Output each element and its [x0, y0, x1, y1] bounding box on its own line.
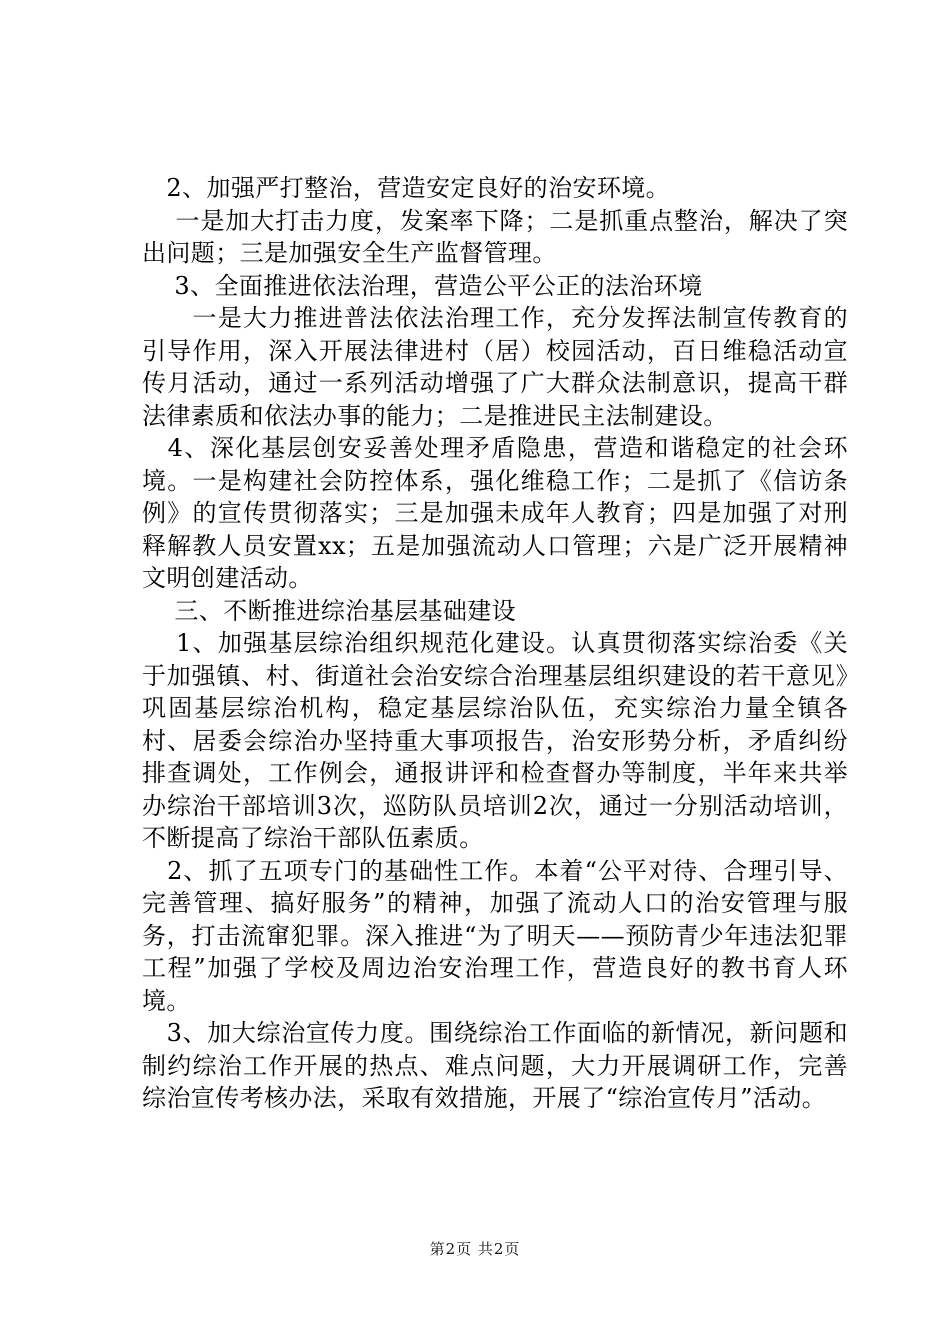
paragraph-8: 2、抓了五项专门的基础性工作。本着“公平对待、合理引导、完善管理、搞好服务”的精神，加强了流动人口的治安管理与服务，打击流窜犯罪。深入推进“为了明天——预防青少年违法犯罪工程”加强了学校及周边治安治理工作，营造良好的教书育人环境。	[142, 856, 848, 1015]
paragraph-6: 三、不断推进综治基层基础建设	[142, 596, 517, 625]
document-body	[142, 172, 848, 1115]
page-footer: 第2页 共2页	[429, 1240, 521, 1258]
paragraph-7: 1、加强基层综治组织规范化建设。认真贯彻落实综治委《关于加强镇、村、街道社会治安综合治理基层组织建设的若干意见》巩固基层综治机构，稳定基层综治队伍，充实综治力量全镇各村、居委会综治办坚持重大事项报告，治安形势分析，矛盾纠纷排查调处，工作例会，通报讲评和检查督办等制度，半年来共举办综治干部培训3次，巡防队员培训2次，通过一分别活动培训，不断提高了综治干部队伍素质。	[142, 629, 848, 852]
paragraph-3: 3、全面推进依法治理，营造公平公正的法治环境	[142, 271, 703, 300]
paragraph-4: 一是大力推进普法依法治理工作，充分发挥法制宣传教育的引导作用，深入开展法律进村（居）校园活动，百日维稳活动宣传月活动，通过一系列活动增强了广大群众法制意识，提高干群法律素质和依法办事的能力；二是推进民主法制建设。	[142, 304, 848, 430]
paragraph-1: 2、加强严打整治，营造安定良好的治安环境。	[142, 174, 671, 202]
paragraph-5: 4、深化基层创安妥善处理矛盾隐患，营造和谐稳定的社会环境。一是构建社会防控体系，强化维稳工作；二是抓了《信访条例》的宣传贯彻落实；三是加强未成年人教育；四是加强了对刑释解教人员安置xx；五是加强流动人口管理；六是广泛开展精神文明创建活动。	[142, 434, 848, 592]
paragraph-2: 一是加大打击力度，发案率下降；二是抓重点整治，解决了突出问题；三是加强安全生产监督管理。	[142, 206, 848, 267]
paragraph-9: 3、加大综治宣传力度。围绕综治工作面临的新情况，新问题和制约综治工作开展的热点、难点问题，大力开展调研工作，完善综治宣传考核办法，采取有效措施，开展了“综治宣传月”活动。	[142, 1019, 848, 1112]
